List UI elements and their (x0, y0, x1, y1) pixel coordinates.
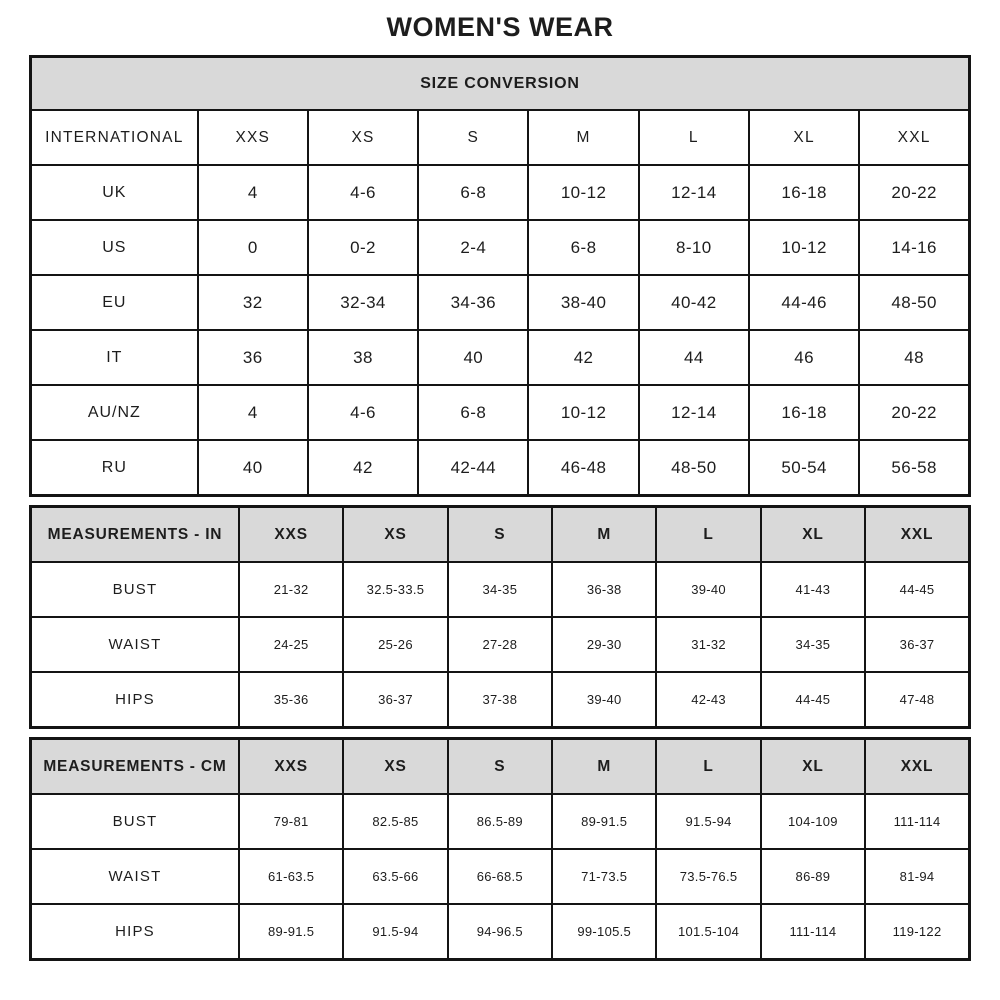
table-cell: 36-37 (865, 617, 969, 672)
column-header-cell: XS (343, 507, 447, 563)
table-row (31, 330, 970, 385)
table-cell: 0-2 (308, 220, 418, 275)
table-cell: 4-6 (308, 165, 418, 220)
table-row (31, 385, 970, 440)
row-label: BUST (31, 562, 239, 617)
column-header-cell: M (552, 507, 656, 563)
row-label: AU/NZ (31, 385, 198, 440)
table-cell: 42 (528, 330, 638, 385)
table-cell: 66-68.5 (448, 849, 552, 904)
table-cell: 12-14 (639, 385, 749, 440)
column-header-cell: XL (749, 110, 859, 165)
table-cell: 36 (198, 330, 308, 385)
table-cell: 38 (308, 330, 418, 385)
row-label: IT (31, 330, 198, 385)
table-cell: 16-18 (749, 385, 859, 440)
table-cell: 40-42 (639, 275, 749, 330)
table-cell: 8-10 (639, 220, 749, 275)
size-conversion-table (29, 55, 971, 497)
column-header-cell: L (656, 507, 760, 563)
table-cell: 0 (198, 220, 308, 275)
table-banner: SIZE CONVERSION (31, 57, 970, 111)
header-label-cell: MEASUREMENTS - CM (31, 739, 239, 795)
table-cell: 101.5-104 (656, 904, 760, 960)
header-row (31, 110, 970, 165)
table-cell: 94-96.5 (448, 904, 552, 960)
table-cell: 20-22 (859, 165, 969, 220)
table-cell: 48-50 (859, 275, 969, 330)
table-cell: 34-36 (418, 275, 528, 330)
table-cell: 63.5-66 (343, 849, 447, 904)
table-row (31, 904, 970, 960)
table-row (31, 562, 970, 617)
table-cell: 39-40 (552, 672, 656, 728)
table-cell: 48 (859, 330, 969, 385)
measurements-cm-table (29, 737, 971, 961)
table-cell: 86.5-89 (448, 794, 552, 849)
table-cell: 41-43 (761, 562, 865, 617)
column-header-cell: XL (761, 739, 865, 795)
column-header-cell: XL (761, 507, 865, 563)
column-header-cell: XXS (198, 110, 308, 165)
table-cell: 38-40 (528, 275, 638, 330)
table-cell: 14-16 (859, 220, 969, 275)
table-cell: 119-122 (865, 904, 969, 960)
table-cell: 36-38 (552, 562, 656, 617)
table-cell: 36-37 (343, 672, 447, 728)
table-cell: 2-4 (418, 220, 528, 275)
table-cell: 10-12 (528, 385, 638, 440)
table-cell: 20-22 (859, 385, 969, 440)
table-cell: 4 (198, 385, 308, 440)
table-cell: 4 (198, 165, 308, 220)
table-row (31, 617, 970, 672)
table-cell: 89-91.5 (239, 904, 343, 960)
table-cell: 39-40 (656, 562, 760, 617)
table-cell: 71-73.5 (552, 849, 656, 904)
table-cell: 34-35 (448, 562, 552, 617)
column-header-cell: XXS (239, 507, 343, 563)
table-cell: 42-43 (656, 672, 760, 728)
table-row (31, 165, 970, 220)
table-cell: 29-30 (552, 617, 656, 672)
table-row (31, 849, 970, 904)
table-cell: 21-32 (239, 562, 343, 617)
table-cell: 4-6 (308, 385, 418, 440)
table-cell: 47-48 (865, 672, 969, 728)
row-label: WAIST (31, 849, 239, 904)
table-cell: 25-26 (343, 617, 447, 672)
table-cell: 86-89 (761, 849, 865, 904)
table-cell: 27-28 (448, 617, 552, 672)
table-cell: 6-8 (418, 165, 528, 220)
table-cell: 44 (639, 330, 749, 385)
table-cell: 16-18 (749, 165, 859, 220)
row-label: WAIST (31, 617, 239, 672)
table-cell: 46-48 (528, 440, 638, 496)
table-cell: 79-81 (239, 794, 343, 849)
table-cell: 34-35 (761, 617, 865, 672)
row-label: BUST (31, 794, 239, 849)
column-header-cell: M (528, 110, 638, 165)
column-header-cell: L (656, 739, 760, 795)
column-header-cell: S (448, 739, 552, 795)
row-label: US (31, 220, 198, 275)
table-cell: 111-114 (761, 904, 865, 960)
column-header-cell: XXS (239, 739, 343, 795)
table-cell: 6-8 (418, 385, 528, 440)
table-cell: 32-34 (308, 275, 418, 330)
table-cell: 10-12 (528, 165, 638, 220)
table-row (31, 794, 970, 849)
table-cell: 61-63.5 (239, 849, 343, 904)
table-cell: 12-14 (639, 165, 749, 220)
column-header-cell: S (448, 507, 552, 563)
table-cell: 44-45 (865, 562, 969, 617)
table-row (31, 275, 970, 330)
table-row (31, 440, 970, 496)
measurements-in-table (29, 505, 971, 729)
table-cell: 89-91.5 (552, 794, 656, 849)
table-cell: 56-58 (859, 440, 969, 496)
table-cell: 111-114 (865, 794, 969, 849)
header-label-cell: INTERNATIONAL (31, 110, 198, 165)
table-cell: 31-32 (656, 617, 760, 672)
column-header-cell: S (418, 110, 528, 165)
table-row (31, 220, 970, 275)
table-cell: 50-54 (749, 440, 859, 496)
table-cell: 46 (749, 330, 859, 385)
table-cell: 24-25 (239, 617, 343, 672)
table-cell: 44-46 (749, 275, 859, 330)
table-cell: 48-50 (639, 440, 749, 496)
table-cell: 40 (418, 330, 528, 385)
column-header-cell: XXL (865, 739, 969, 795)
table-cell: 10-12 (749, 220, 859, 275)
row-label: EU (31, 275, 198, 330)
header-label-cell: MEASUREMENTS - IN (31, 507, 239, 563)
column-header-cell: XXL (859, 110, 969, 165)
table-cell: 6-8 (528, 220, 638, 275)
table-cell: 91.5-94 (343, 904, 447, 960)
table-cell: 40 (198, 440, 308, 496)
table-cell: 104-109 (761, 794, 865, 849)
banner-row (31, 57, 970, 111)
row-label: HIPS (31, 904, 239, 960)
row-label: RU (31, 440, 198, 496)
page-title: WOMEN'S WEAR (386, 12, 614, 42)
row-label: HIPS (31, 672, 239, 728)
table-cell: 73.5-76.5 (656, 849, 760, 904)
table-cell: 42 (308, 440, 418, 496)
table-cell: 99-105.5 (552, 904, 656, 960)
table-cell: 82.5-85 (343, 794, 447, 849)
column-header-cell: XS (308, 110, 418, 165)
table-cell: 32 (198, 275, 308, 330)
column-header-cell: XS (343, 739, 447, 795)
table-cell: 32.5-33.5 (343, 562, 447, 617)
header-row (31, 507, 970, 563)
table-cell: 91.5-94 (656, 794, 760, 849)
header-row (31, 739, 970, 795)
row-label: UK (31, 165, 198, 220)
column-header-cell: M (552, 739, 656, 795)
column-header-cell: L (639, 110, 749, 165)
table-cell: 35-36 (239, 672, 343, 728)
table-cell: 37-38 (448, 672, 552, 728)
table-cell: 44-45 (761, 672, 865, 728)
column-header-cell: XXL (865, 507, 969, 563)
table-row (31, 672, 970, 728)
table-cell: 81-94 (865, 849, 969, 904)
table-cell: 42-44 (418, 440, 528, 496)
